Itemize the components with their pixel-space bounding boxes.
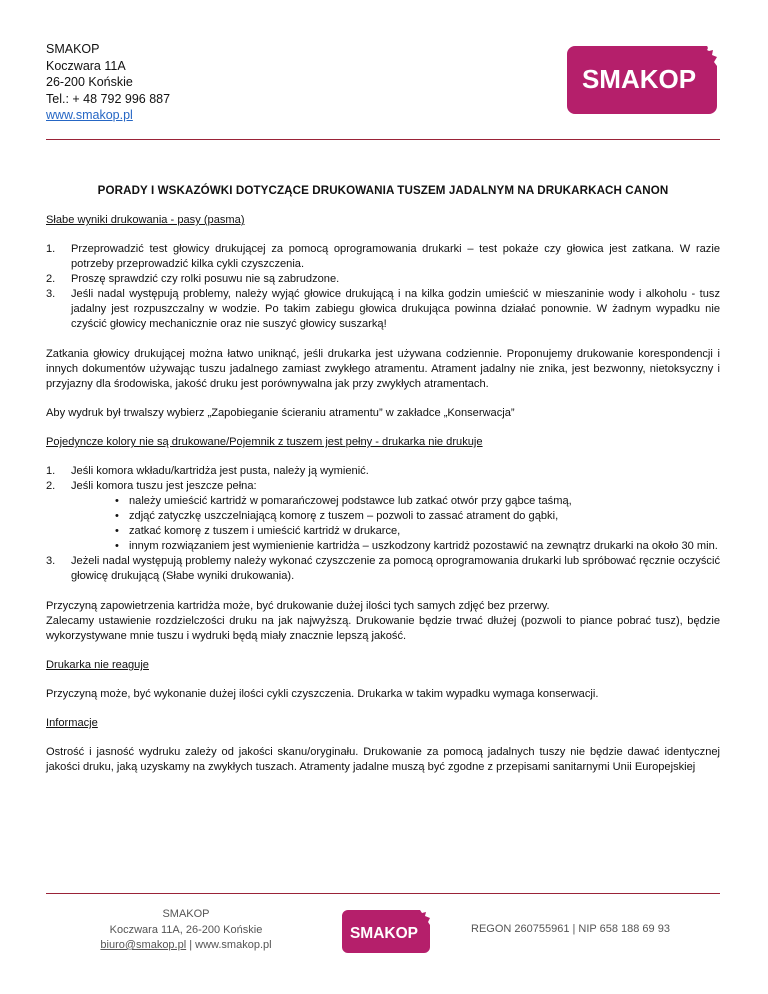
company-website-link[interactable]: www.smakop.pl	[46, 108, 133, 122]
footer-email-link[interactable]: biuro@smakop.pl	[100, 939, 187, 951]
footer-company: SMAKOP	[162, 908, 210, 920]
section-heading-information: Informacje	[46, 717, 98, 729]
footer-address: Koczwara 11A, 26-200 Końskie	[109, 923, 263, 936]
paragraph-clog-prevention: Zatkania głowicy drukującej można łatwo uniknąć, jeśli drukarka jest używana codziennie. Proponujemy drukowanie korespondencji i innych dokumentów używając tuszu jadalnego zamiast zwykłego atramentu. Atrament jadalny nie znika, jest bezwonny, nietoksyczny i przyjazny dla środowiska, jakość druku jest porównywalna jak przy zwykłych atramentach.	[46, 348, 720, 390]
smakop-logo	[567, 46, 717, 114]
list-item: 2. Proszę sprawdzić czy rolki posuwu nie są zabrudzone.	[46, 273, 340, 285]
footer-divider	[46, 893, 720, 894]
section-heading-no-response: Drukarka nie reaguje	[46, 659, 149, 671]
paragraph-air-cause: Przyczyną zapowietrzenia kartridża może, być drukowanie dużej ilości tych samych zdjęć bez przerwy.	[46, 600, 550, 612]
footer-regon-nip: REGON 260755961 | NIP 658 188 69 93	[471, 923, 670, 935]
footer-contact	[86, 907, 286, 954]
section-heading-poor-print: Słabe wyniki drukowania - pasy (pasma)	[46, 214, 245, 226]
document-title: PORADY I WSKAZÓWKI DOTYCZĄCE DRUKOWANIA TUSZEM JADALNYM NA DRUKARKACH CANON	[97, 184, 669, 197]
company-street: Koczwara 11A	[46, 58, 126, 73]
company-address-block	[46, 41, 170, 124]
bullet-item: • innym rozwiązaniem jest wymienienie kartridża – uszkodzony kartridż pozostawić na zewnątrz drukarki na około 30 min.	[129, 539, 720, 554]
list-item: 2. Jeśli komora tuszu jest jeszcze pełna: • należy umieścić kartridż w pomarańczowej podstawce lub zatkać otwór przy gąbce taśmą, • zdjąć zatyczkę uszczelniającą komorę z tuszem – pozwoli to zassać atrament do gąbki, • zatkać komorę z tuszem i umieścić kartridż w drukarce, • innym rozwiązaniem jest wymienienie kartridża – uszkodzony kartridż pozostawić na zewnątrz drukarki na około 30 min.	[71, 479, 720, 554]
footer-website: www.smakop.pl	[195, 939, 272, 951]
colors-steps	[46, 464, 720, 584]
header-divider	[46, 139, 720, 140]
company-phone: Tel.: + 48 792 996 887	[46, 91, 171, 106]
bullet-item: • należy umieścić kartridż w pomarańczowej podstawce lub zatkać otwór przy gąbce taśmą,	[129, 494, 720, 509]
document-body	[46, 183, 720, 789]
list-item: 3. Jeśli nadal występują problemy, należy wyjąć głowice drukującą i na kilka godzin umieścić w mieszaninie wody i alkoholu - tusz jadalny jest rozpuszczalny w wodzie. Po takim zabiegu głowica drukująca powinna działać ponownie. W żadnym wypadku nie czyścić głowicy mechanicznie oraz nie suszyć głowicy suszarką!	[46, 288, 720, 330]
list-item: 1. Przeprowadzić test głowicy drukującej za pomocą oprogramowania drukarki – test pokaże czy głowica jest zatkana. W razie potrzeby przeprowadzić kilka cykli czyszczenia.	[46, 243, 720, 270]
paragraph-information: Ostrość i jasność wydruku zależy od jakości skanu/oryginału. Drukowanie za pomocą jadalnych tuszy nie będzie dawać identycznej jakości druku, jaką uzyskamy na zwykłych tuszach. Atramenty jadalne muszą być zgodne z przepisami sanitarnymi Unii Europejskiej	[46, 746, 720, 773]
paragraph-no-response: Przyczyną może, być wykonanie dużej ilości cykli czyszczenia. Drukarka w takim wypadku wymaga konserwacji.	[46, 688, 599, 700]
section-heading-colors-not-printed: Pojedyncze kolory nie są drukowane/Pojemnik z tuszem jest pełny - drukarka nie drukuje	[46, 436, 483, 448]
bullet-item: • zatkać komorę z tuszem i umieścić kartridż w drukarce,	[129, 524, 720, 539]
svg-text:SMAKOP: SMAKOP	[349, 925, 419, 942]
list-item: 1. Jeśli komora wkładu/kartridża jest pusta, należy ją wymienić.	[46, 465, 369, 477]
footer-separator: |	[189, 939, 193, 951]
company-name: SMAKOP	[46, 42, 100, 56]
svg-text:SMAKOP: SMAKOP	[581, 64, 697, 94]
list-item: 3. Jeżeli nadal występują problemy należy wykonać czyszczenie za pomocą oprogramowania drukarki lub spróbować ręcznie oczyścić głowicę drukującą (Słabe wyniki drukowania).	[46, 555, 720, 582]
poor-print-steps	[46, 242, 720, 332]
bullet-item: • zdjąć zatyczkę uszczelniającą komorę z tuszem – pozwoli to zassać atrament do gąbki,	[129, 509, 720, 524]
paragraph-resolution-tip: Zalecamy ustawienie rozdzielczości druku na jak najwyższą. Drukowanie będzie trwać dłużej (pozwoli to piance pobrać tusz), będzie wykorzystywane mnie tuszu i wydruki będą miały znacznie lepszą jakość.	[46, 615, 720, 642]
paragraph-durability-tip: Aby wydruk był trwalszy wybierz „Zapobieganie ścieraniu atramentu” w zakładce „Konserwacja”	[46, 407, 515, 419]
bullet-list	[71, 494, 720, 554]
smakop-footer-logo	[342, 910, 430, 953]
company-city: 26-200 Końskie	[46, 75, 133, 89]
